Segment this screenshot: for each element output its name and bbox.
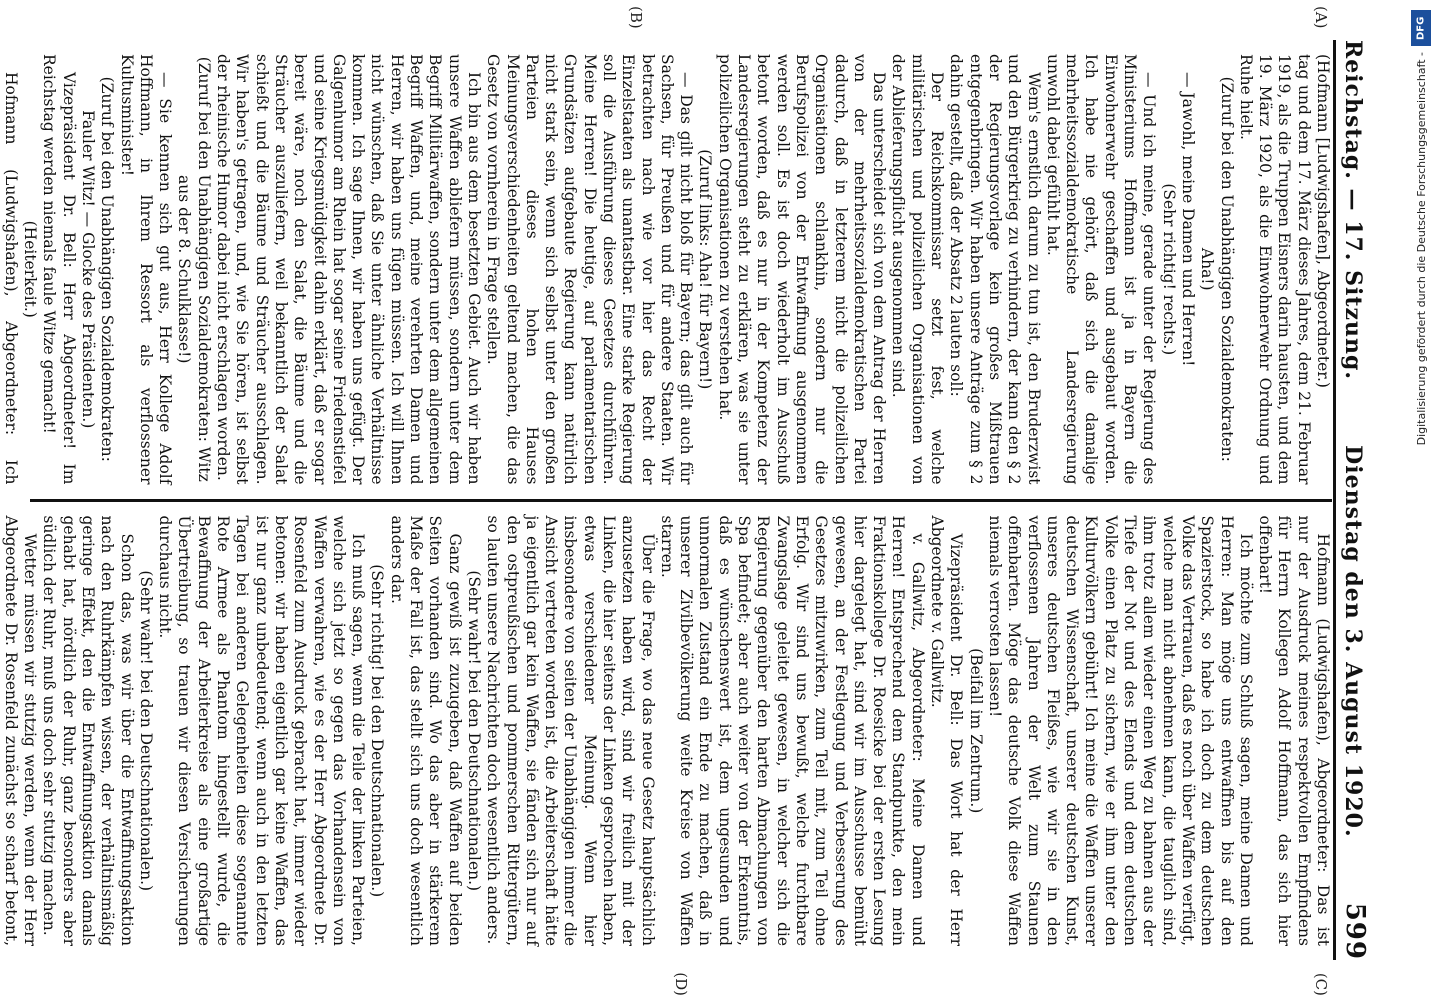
paragraph: (Sehr wahr! bei den Deutschnationalen.): [464, 570, 483, 892]
dfg-logo: DFG: [1411, 10, 1431, 46]
paragraph: — Jawohl, meine Damen und Herren!: [1178, 72, 1197, 367]
paragraph: (Zuruf links: Aha! für Bayern!): [696, 149, 715, 390]
paragraph: (Zuruf bei den Unabhängigen Sozialdemokraten: Aha!): [1198, 76, 1236, 462]
paragraph: Vizepräsident Dr. Bell: Herr Abgeordneter! Im Reichstag werden niemals faule Witze gemacht!: [40, 54, 78, 485]
paragraph: — Sie kennen sich gut aus, Herr Kollege Adolf Hoffmann, in Ihrem Ressort als verflossener Kultusminister!: [117, 54, 175, 485]
paragraph: Vizepräsident Dr. Bell: Das Wort hat der Herr Abgeordnete v. Gallwitz.: [928, 515, 966, 946]
paragraph: Hofmann (Ludwigshafen), Abgeordneter: Das ist nur der Ausdruck meines respektvollen Empfindens für Herrn Kollegen Adolf Hoffmann, das sich hier offenbart!: [1256, 515, 1332, 946]
paragraph: Wem's ernstlich darum zu tun ist, den Bruderzwist und den Bürgerkrieg zu verhindern, der kann den § 2 der Regierungsvorlage kein großes Mißtrauen entgegenbringen. Wir haben unsere Anträge zum § 2 dahin gestellt, daß der Absatz 2 lauten soll:: [947, 54, 1043, 485]
paragraph: Ich bin aus dem besetzten Gebiet. Auch wir haben unsere Waffen abliefern müssen, sondern unter dem Begriff Militärwaffen, sondern unter dem allgemeinen Begriff Waffen, und, meine verehrten Damen und Herren, wir haben uns fügen müssen. Ich will Ihnen nicht wünschen, daß Sie unter ähnliche Verhältnisse kommen. Ich sage Ihnen, wir haben uns gefügt. Der Galgenhumor am Rhein hat sogar seine Friedenstiefel und seine Kriegsmüdigkeit dahin erklärt, daß er sogar bereit wäre, noch den Salat, die Bäume und die Sträucher auszuliefern, weil bekanntlich der Salat schießt und die Bäume und Sträucher ausschlagen. Wir haben's getragen, und, wie Sie hören, ist selbst der rheinische Humor dabei nicht erschlagen worden.: [214, 54, 483, 485]
paragraph: Über die Frage, wo das neue Gesetz hauptsächlich anzusetzen haben wird, sind wir freilich mit der Linken, die hier seitens der Linken gesprochen haben, etwas verschiedener Meinung. Wenn hier insbesondere von seiten der Unabhängigen immer die Ansicht vertreten worden ist, die Arbeiterschaft hätte ja eigentlich gar kein Waffen, sie fänden sich nur auf den ostpreußischen und pommerschen Rittergütern, so lauten unsere Nachrichten doch wesentlich anders.: [484, 515, 657, 946]
paragraph: Ich muß sagen, wenn die Teile der linken Parteien, welche sich jetzt so gegen das Vorhandensein von Waffen verwahren, wie es der Herr Abgeordnete Dr. Rosenfeld zum Ausdruck gebracht hat, immer wieder betonen: wir haben eigentlich gar keine Waffen, das ist nur ganz unbedeutend; wenn auch in den letzten Tagen bei anderen Gelegenheiten diese sogenannte Rote Armee als Phantom hingestellt wurde, die Bewaffnung der Arbeiterkreise als eine großartige Übertreibung, so trauen wir diesen Versicherungen durchaus nicht.: [156, 515, 368, 946]
paragraph: (Sehr richtig! rechts.): [1159, 183, 1178, 356]
document-page: [1, 0, 1390, 1000]
left-column: [1, 40, 1332, 499]
paragraph: Das unterscheidet sich von dem Antrag der Herren von der mehrheitssozialdemokratischen Partei dadurch, daß in letzterem nicht die polizeilichen Organisationen schlankhin, sondern nur die Berufspolizei von der Entwaffnung ausgenommen werden soll. Es ist doch wiederholt im Ausschuß betont worden, daß es nur in der Kompetenz der Landesregierungen steht zu erklären, was sie unter polizeilichen Organisationen zu verstehen hat.: [715, 54, 889, 485]
right-column: [1, 499, 1332, 961]
margin-marker-c: (C): [1312, 972, 1330, 996]
paragraph: Ganz gewiß ist zuzugeben, daß Waffen auf beiden Seiten vorhanden sind. Wo das aber in stärkerem Maße der Fall ist, das stellt sich uns doch wesentlich anders dar.: [387, 515, 464, 946]
paragraph: (Beifall im Zentrum.): [966, 648, 985, 814]
paragraph: Hofmann (Ludwigshafen), Abgeordneter: Ich: [1, 72, 20, 485]
paragraph: — Und ich meine, gerade unter der Regierung des Ministeriums Hoffmann ist ja in Bayern die Einwohnerwehr geschaffen und ausgebaut worden. Ich habe nie gehört, daß sich die damalige mehrheitssozialdemokratische Landesregierung unwohl dabei gefühlt hat.: [1043, 54, 1159, 485]
paragraph: v. Gallwitz, Abgeordneter: Meine Damen und Herren! Entsprechend dem Standpunkte, den mein Fraktionskollege Dr. Roesicke bei der ersten Lesung hier dargelegt hat, sind wir im Ausschusse bemüht gewesen, an der Festlegung und Verbesserung des Gesetzes mitzuwirken, zum Teil mit, zum Teil ohne Erfolg. Wir sind uns bewußt, welche furchtbare Zwangslage geleitet gewesen, in welcher sich die Regierung gegenüber den harten Abmachungen von Spa befindet; aber auch weiter von der Erkenntnis, daß es wünschenswert ist, dem ungesunden und unnormalen Zustand ein Ende zu machen, daß in unserer Zivilbevölkerung weite Kreise von Waffen starren.: [657, 515, 927, 946]
paragraph: Wetter müssen wir stutzig werden, wenn der Herr Abgeordnete Dr. Rosenfeld zunächst so scharf betont,: [1, 515, 40, 946]
running-head: [1333, 40, 1380, 960]
paragraph: (Hofmann [Ludwigshafen], Abgeordneter.): [1314, 54, 1332, 388]
paragraph: Ich möchte zum Schluß sagen, meine Damen und Herren: Man möge uns entwaffnen bis auf den Spazierstock, so habe ich doch zu dem deutschen Volke das Vertrauen, daß es noch über Waffen verfügt, welche man nicht abnehmen kann, die tauglich sind, ihm trotz allem wieder einen Weg zu bahnen aus der Tiefe der Not und des Elends und dem deutschen Volke einen Platz zu sichern, wie er ihm unter den Kulturvölkern gebührt! Ich meine die Waffen unserer deutschen Wissenschaft, unserer deutschen Kunst, unseres deutschen Fleißes, wie wir sie in den verflossenen Jahren der Welt zum Staunen offenbarten. Möge das deutsche Volk diese Waffen niemals verrosten lassen!: [985, 515, 1255, 946]
paragraph: Schon das, was wir über die Entwaffnungsaktion nach den Ruhrkämpfen wissen, der verhältnismäßig geringe Effekt, den die Entwaffnungsaktion damals gehabt hat, nördlich der Ruhr, ganz besonders aber südlich der Ruhr, muß uns doch sehr stutzig machen.: [40, 515, 136, 946]
margin-marker-b: (B): [627, 6, 645, 29]
margin-marker-d: (D): [672, 972, 690, 996]
paragraph: (Zuruf bei den Unabhängigen Sozialdemokraten: Fauler Witz! — Glocke des Präsidenten.): [79, 76, 117, 462]
dfg-sidebar: [1408, 0, 1434, 1000]
paragraph: (Heiterkeit.): [21, 220, 40, 318]
margin-marker-a: (A): [1312, 6, 1330, 29]
dfg-notice: Digitalisierung gefördert durch die Deutsche Forschungsgemeinschaft -: [1414, 52, 1428, 446]
page-number: 599: [1340, 902, 1370, 960]
paragraph: — Das gilt nicht bloß für Bayern; das gilt auch für Sachsen, für Preußen und für andere Staaten. Wir betrachten nach wie vor hier das Recht der Einzelstaaten als unantastbar. Eine starke Regierung soll die Ausführung dieses Gesetzes durchführen. Meine Herren! Die heutige, auf parlamentarischen Grundsätzen aufgebaute Regierung kann natürlich nicht stark sein, wenn sich selbst unter den großen Parteien dieses hohen Hauses Meinungsverschiedenheiten geltend machen, die das Gesetz von vornherein in Frage stellen.: [484, 54, 696, 485]
paragraph: (Zuruf bei den Unabhängigen Sozialdemokraten: Witz aus der 8. Schulklasse!): [175, 56, 213, 482]
paragraph: tag und dem 17. März dieses Jahres, dem 21. Februar 1919, als die Truppen Eisners darin hausten, und dem 19. März 1920, als die Einwohnerwehr Ordnung und Ruhe hielt.: [1236, 54, 1313, 485]
paragraph: (Sehr wahr! bei den Deutschnationalen.): [136, 570, 155, 892]
paragraph: (Sehr richtig! bei den Deutschnationalen.): [368, 564, 387, 898]
paragraph: Der Reichskommissar setzt fest, welche militärischen und polizeilichen Organisationen von der Ablieferungspflicht ausgenommen sind.: [889, 54, 947, 485]
header-date: Dienstag den 3. August 1920.: [1340, 445, 1366, 838]
text-columns: [1, 40, 1332, 960]
header-left: Reichstag. — 17. Sitzung.: [1340, 40, 1366, 381]
